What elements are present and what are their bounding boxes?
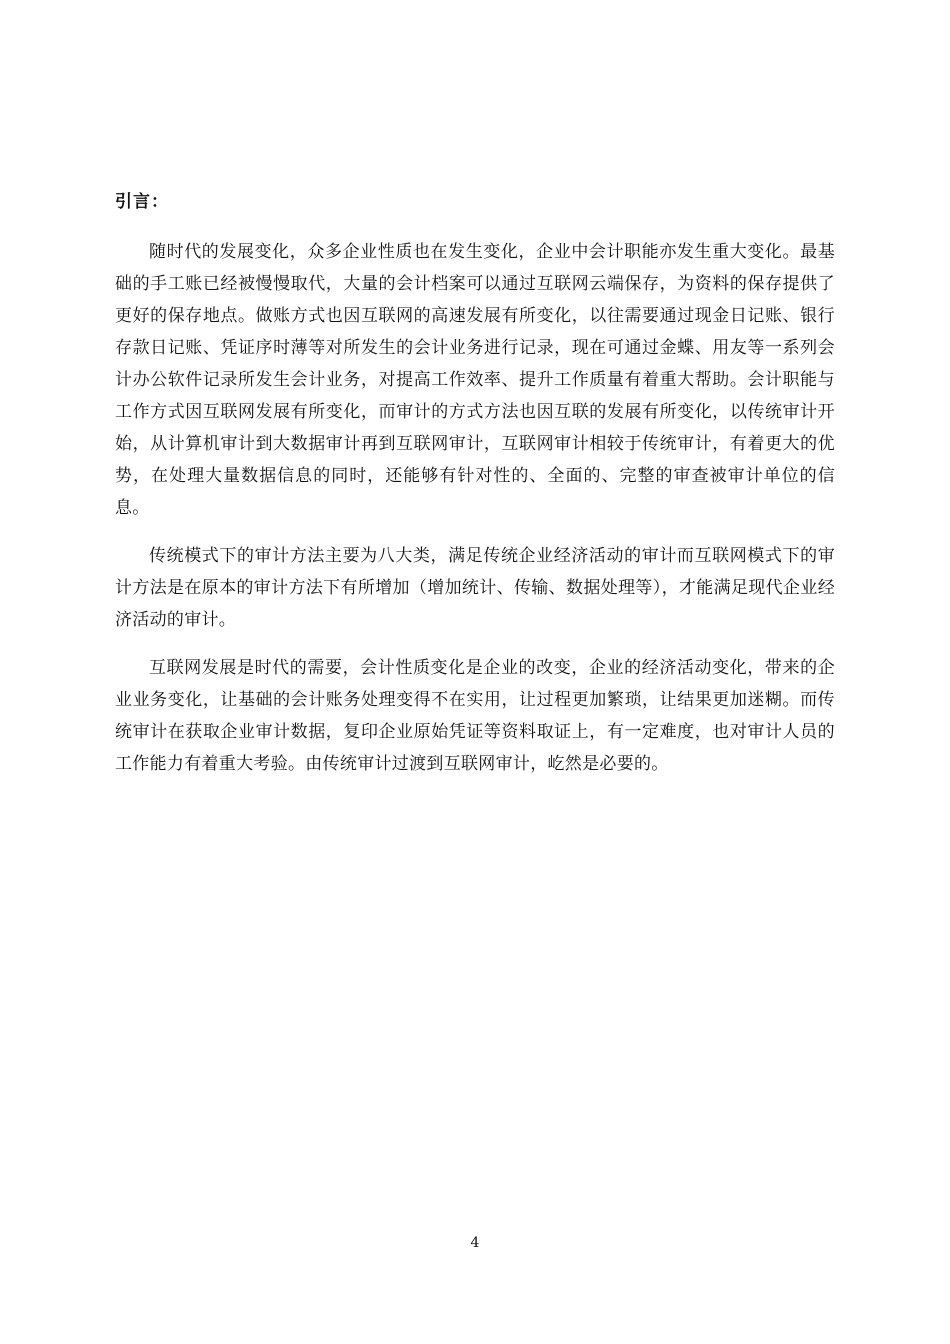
- paragraph-1: 随时代的发展变化，众多企业性质也在发生变化，企业中会计职能亦发生重大变化。最基础的手工账已经被慢慢取代，大量的会计档案可以通过互联网云端保存，为资料的保存提供了更好的保存地点。做账方式也因互联网的高速发展有所变化，以往需要通过现金日记账、银行存款日记账、凭证序时薄等对所发生的会计业务进行记录，现在可通过金蝶、用友等一系列会计办公软件记录所发生会计业务，对提高工作效率、提升工作质量有着重大帮助。会计职能与工作方式因互联网发展有所变化，而审计的方式方法也因互联的发展有所变化，以传统审计开始，从计算机审计到大数据审计再到互联网审计，互联网审计相较于传统审计，有着更大的优势，在处理大量数据信息的同时，还能够有针对性的、全面的、完整的审查被审计单位的信息。: [115, 242, 835, 518]
- document-body: [115, 188, 835, 796]
- paragraph-3: 互联网发展是时代的需要，会计性质变化是企业的改变，企业的经济活动变化，带来的企业业务变化，让基础的会计账务处理变得不在实用，让过程更加繁琐，让结果更加迷糊。而传统审计在获取企业审计数据，复印企业原始凭证等资料取证上，有一定难度，也对审计人员的工作能力有着重大考验。由传统审计过渡到互联网审计，屹然是必要的。: [115, 658, 835, 774]
- paragraph-2: 传统模式下的审计方法主要为八大类，满足传统企业经济活动的审计而互联网模式下的审计方法是在原本的审计方法下有所增加（增加统计、传输、数据处理等），才能满足现代企业经济活动的审计。: [115, 546, 835, 630]
- page-number: 4: [470, 1235, 480, 1251]
- section-heading: 引言：: [115, 192, 169, 212]
